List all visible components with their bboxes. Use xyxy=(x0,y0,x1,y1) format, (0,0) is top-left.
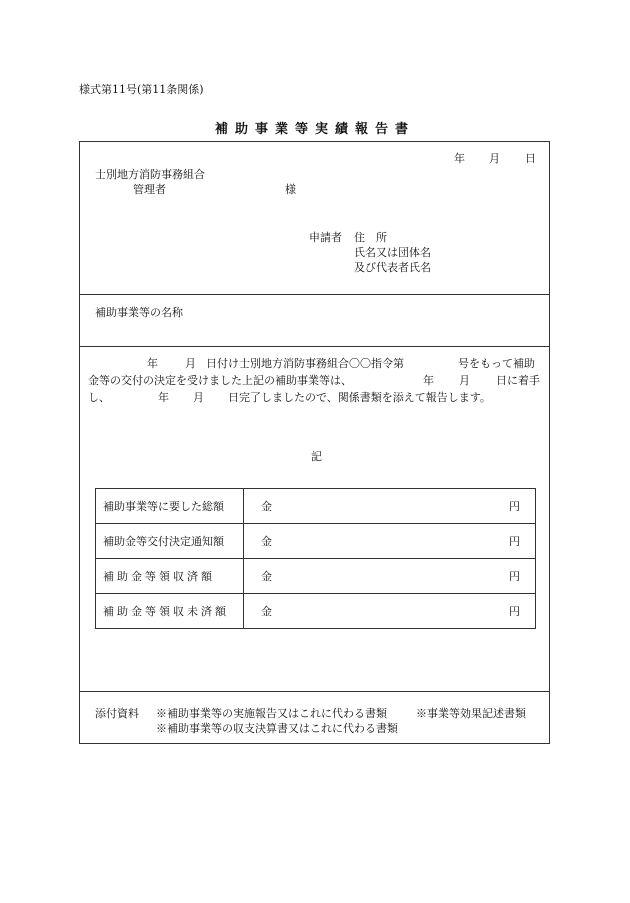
date-month: 月 xyxy=(489,152,500,165)
amount-prefix: 金 xyxy=(261,535,272,548)
statement-line2-text-a: 金等の交付の決定を受けました上記の補助事業等は、 xyxy=(88,374,352,387)
amount-unit: 円 xyxy=(509,605,520,618)
applicant-address-label: 住 所 xyxy=(354,231,387,244)
amount-unit: 円 xyxy=(509,570,520,583)
attachment-item: ※補助事業等の収支決算書又はこれに代わる書類 xyxy=(156,722,398,735)
amount-value-cell xyxy=(244,489,536,524)
project-name-label: 補助事業等の名称 xyxy=(95,306,183,319)
attachments-label: 添付資料 xyxy=(95,707,139,720)
amount-table xyxy=(95,488,536,629)
statement-line3-month: 月 xyxy=(193,391,204,404)
statement-line2-month: 月 xyxy=(459,374,470,387)
statement-line3-text-b: 日完了しましたので、関係書類を添えて報告します。 xyxy=(228,391,491,404)
applicant-label: 申請者 xyxy=(309,231,342,244)
document-title: 補助事業等実績報告書 xyxy=(214,122,415,137)
amount-row-grant-notified xyxy=(96,524,536,559)
applicant-representative-label: 及び代表者氏名 xyxy=(354,261,431,274)
divider-line xyxy=(80,294,549,295)
statement-line1-text-b: 号をもって補助 xyxy=(458,357,535,370)
amount-unit: 円 xyxy=(509,500,520,513)
statement-line3-text-a: し、 xyxy=(88,391,110,404)
recipient-organization: 士別地方消防事務組合 xyxy=(95,168,205,181)
statement-line2-text-b: 日に着手 xyxy=(496,374,540,387)
amount-value-cell xyxy=(244,559,536,594)
statement-line3-year: 年 xyxy=(158,391,169,404)
applicant-name-label: 氏名又は団体名 xyxy=(354,246,431,259)
ki-heading: 記 xyxy=(311,450,322,463)
divider-line xyxy=(80,691,549,692)
date-day: 日 xyxy=(525,152,536,165)
statement-line1-year: 年 xyxy=(147,357,158,370)
attachment-item: ※事業等効果記述書類 xyxy=(416,707,526,720)
amount-row-grant-received xyxy=(96,559,536,594)
report-form-frame xyxy=(79,141,550,744)
statement-line1-text-a: 日付け士別地方消防事務組合〇〇指令第 xyxy=(206,357,404,370)
form-number: 様式第11号(第11条関係) xyxy=(79,83,204,96)
divider-line xyxy=(80,346,549,347)
attachment-item: ※補助事業等の実施報告又はこれに代わる書類 xyxy=(156,707,387,720)
amount-unit: 円 xyxy=(509,535,520,548)
amount-value-cell xyxy=(244,594,536,629)
recipient-honorific: 様 xyxy=(285,183,296,196)
amount-label: 補助金等領収未済額 xyxy=(96,594,244,629)
statement-line2-year: 年 xyxy=(423,374,434,387)
amount-row-total-cost xyxy=(96,489,536,524)
amount-row-grant-unreceived xyxy=(96,594,536,629)
date-year: 年 xyxy=(454,152,465,165)
amount-label: 補助金等交付決定通知額 xyxy=(96,524,244,559)
amount-prefix: 金 xyxy=(261,570,272,583)
amount-prefix: 金 xyxy=(261,500,272,513)
statement-line1-month: 月 xyxy=(185,357,196,370)
amount-prefix: 金 xyxy=(261,605,272,618)
recipient-manager: 管理者 xyxy=(133,183,166,196)
amount-value-cell xyxy=(244,524,536,559)
amount-label: 補助事業等に要した総額 xyxy=(96,489,244,524)
amount-label: 補助金等領収済額 xyxy=(96,559,244,594)
